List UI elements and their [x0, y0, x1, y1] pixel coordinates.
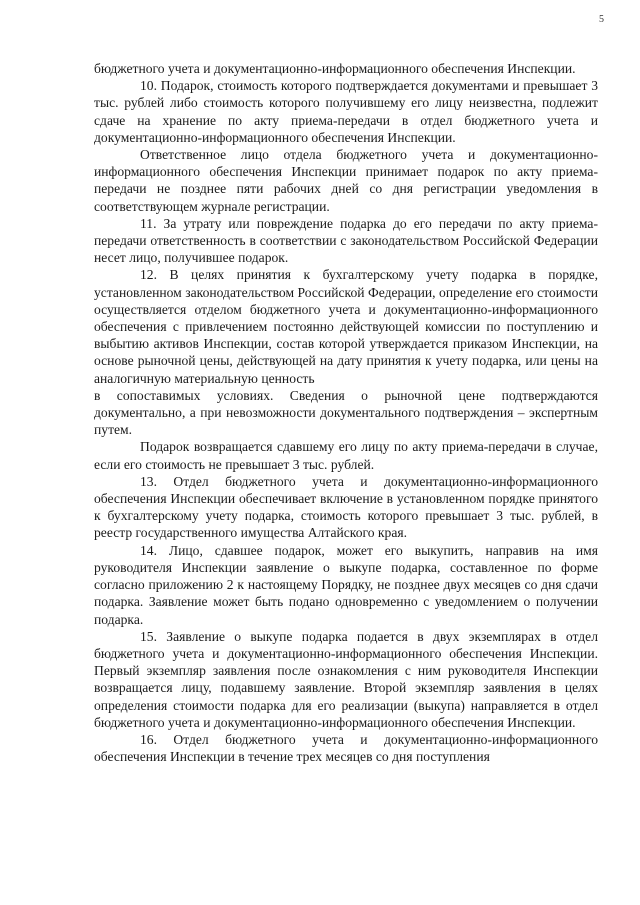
paragraph-item-13: 13. Отдел бюджетного учета и документационно-информационного обеспечения Инспекции обеспечивает включение в установленном порядке принятого к бухгалтерскому учету подарка, стоимость которого превышает 3 тыс. рублей, в реестр государственного имущества Алтайского края. — [94, 473, 598, 541]
document-body — [94, 60, 598, 765]
paragraph-gift-return: Подарок возвращается сдавшему его лицу по акту приема-передачи в случае, если его стоимость не превышает 3 тыс. рублей. — [94, 439, 598, 472]
paragraph-item-16: 16. Отдел бюджетного учета и документационно-информационного обеспечения Инспекции в течение трех месяцев со дня поступления — [94, 731, 598, 765]
paragraph-item-15: 15. Заявление о выкупе подарка подается в двух экземплярах в отдел бюджетного учета и документационно-информационного обеспечения Инспекции. Первый экземпляр заявления после ознакомления с ним руководителя Инспекции возвращается лицу, подавшему заявление. Второй экземпляр заявления в целях определения стоимости подарка для его реализации (выкупа) направляется в отдел бюджетного учета и документационно-информационного обеспечения Инспекции. — [94, 628, 598, 730]
paragraph-continuation: бюджетного учета и документационно-информационного обеспечения Инспекции. — [94, 61, 576, 76]
paragraph-item-12: 12. В целях принятия к бухгалтерскому учету подарка в порядке, установленном законодательством Российской Федерации, определение его стоимости осуществляется отделом бюджетного учета и документационно-информационного обеспечения с привлечением постоянно действующей комиссии по поступлению и выбытию активов Инспекции, состав которой утверждается приказом Инспекции, на основе рыночной цены, действующей на дату принятия к учету подарка, или цены на аналогичную материальную ценность — [94, 267, 598, 386]
page-number: 5 — [599, 14, 604, 25]
paragraph-item-14: 14. Лицо, сдавшее подарок, может его выкупить, направив на имя руководителя Инспекции заявление о выкупе подарка, составленное по форме согласно приложению 2 к настоящему Порядку, не позднее двух месяцев со дня сдачи подарка. Заявление может быть подано одновременно с уведомлением о получении подарка. — [94, 542, 598, 627]
paragraph-responsible-person: Ответственное лицо отдела бюджетного учета и документационно-информационного обеспечения Инспекции принимает подарок по акту приема-передачи не позднее пяти рабочих дней со дня регистрации уведомления в соответствующем журнале регистрации. — [94, 147, 598, 214]
paragraph-item-10: 10. Подарок, стоимость которого подтверждается документами и превышает 3 тыс. рублей либо стоимость которого получившему его лицу неизвестна, подлежит сдаче на хранение по акту приема-передачи в отдел бюджетного учета и документационно-информационного обеспечения Инспекции. — [94, 78, 598, 145]
paragraph-item-11: 11. За утрату или повреждение подарка до его передачи по акту приема-передачи ответственность в соответствии с законодательством Российской Федерации несет лицо, получившее подарок. — [94, 215, 598, 266]
paragraph-item-12-continued: в сопоставимых условиях. Сведения о рыночной цене подтверждаются документально, а при невозможности документального подтверждения – экспертным путем. — [94, 387, 598, 438]
